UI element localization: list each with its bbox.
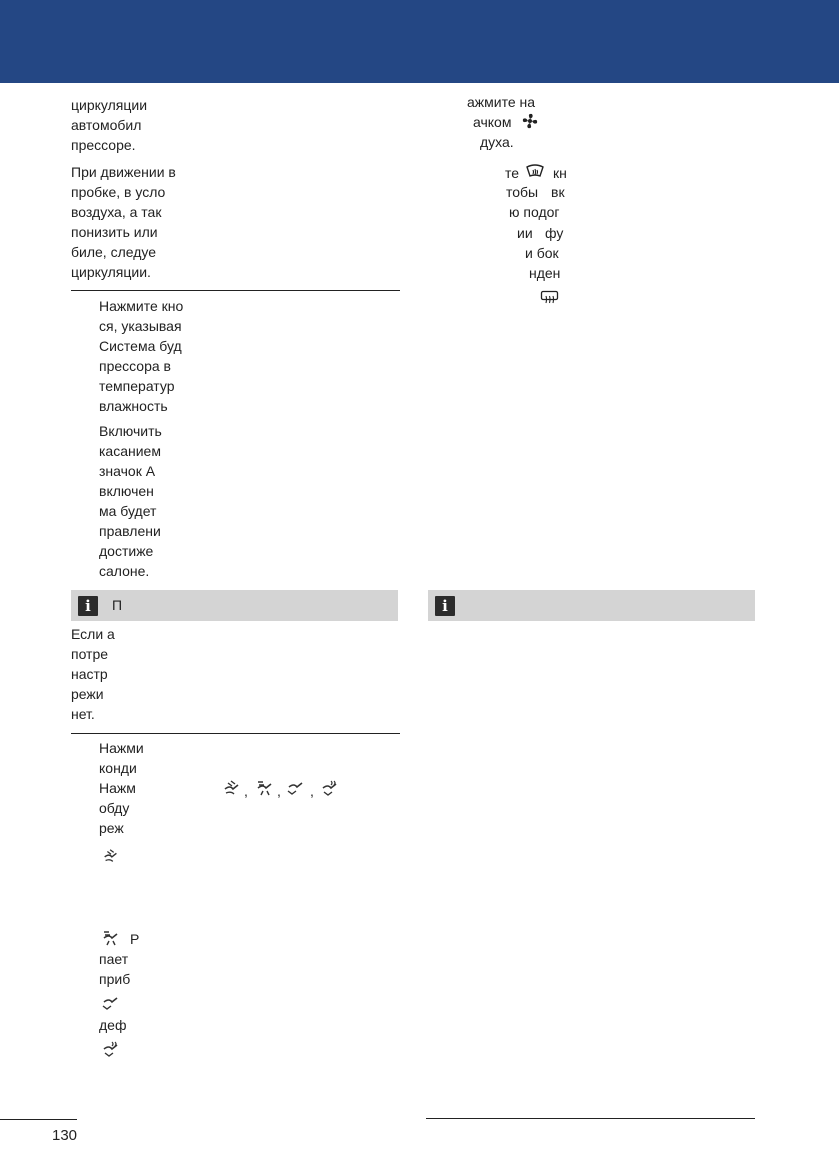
indent1-line6: влажность	[99, 398, 168, 414]
right-para1-line1: ажмите на	[467, 94, 536, 110]
right-para2-line6: нден	[529, 265, 561, 281]
right-para2-line3: ю подог	[509, 204, 560, 220]
right-para2-line5: и бок	[525, 245, 559, 261]
note-body-line1: Если а	[71, 626, 115, 642]
note-body-line3: настр	[71, 666, 108, 682]
section-divider	[71, 290, 400, 291]
indent2-line4: включен	[99, 483, 154, 499]
indent3-line3: Нажм	[99, 780, 136, 796]
indent3-line5: реж	[99, 820, 124, 836]
section-divider-2	[71, 733, 400, 734]
indent3-line4: обду	[99, 800, 130, 816]
airflow-face-icon	[222, 779, 242, 797]
icon-separator-3: ,	[310, 783, 314, 799]
windshield-heat-icon	[525, 163, 545, 181]
rear-window-heat-icon	[540, 290, 559, 305]
left-para1-line1: циркуляции	[71, 97, 148, 113]
right-para2-word3: тобы	[506, 184, 539, 200]
icon-separator-2: ,	[277, 783, 281, 799]
info-icon: i	[435, 596, 455, 616]
airflow-feet-defrost-icon	[101, 1040, 121, 1058]
left-para2-line6: циркуляции.	[71, 264, 151, 280]
indent2-line6: правлени	[99, 523, 161, 539]
note-header-right	[428, 590, 755, 621]
right-para2-word5: ии	[517, 225, 533, 241]
left-para2-line2: пробке, в усло	[71, 184, 166, 200]
indent1-line3: Система буд	[99, 338, 182, 354]
indent2-line1: Включить	[99, 423, 162, 439]
indent1-line5: температур	[99, 378, 175, 394]
right-para1-line3: духа.	[480, 134, 514, 150]
airflow-feet-icon	[100, 994, 122, 1012]
indent3-line1: Нажми	[99, 740, 144, 756]
indent1-line4: прессора в	[99, 358, 171, 374]
right-para2-word2: кн	[553, 165, 567, 181]
left-para1-line2: автомобил	[71, 117, 142, 133]
right-para2-word6: фу	[545, 225, 564, 241]
left-para1-line3: прессоре.	[71, 137, 136, 153]
note-body-line5: нет.	[71, 706, 95, 722]
page-number: 130	[52, 1127, 78, 1144]
mode-item2-line3: приб	[99, 971, 131, 987]
airflow-feet-icon	[286, 779, 306, 797]
info-icon: i	[78, 596, 98, 616]
note-title-left: П	[112, 597, 123, 613]
indent2-line3: значок А	[99, 463, 156, 479]
indent2-line8: салоне.	[99, 563, 150, 579]
indent2-line7: достиже	[99, 543, 154, 559]
indent3-line2: конди	[99, 760, 137, 776]
left-para2-line1: При движении в	[71, 164, 176, 180]
indent1-line2: ся, указывая	[99, 318, 182, 334]
indent2-line5: ма будет	[99, 503, 157, 519]
note-body-line4: режи	[71, 686, 104, 702]
indent1-line1: Нажмите кно	[99, 298, 184, 314]
mode-item2-line2: пает	[99, 951, 129, 967]
note-body-line2: потре	[71, 646, 109, 662]
left-para2-line3: воздуха, а так	[71, 204, 162, 220]
airflow-face-feet-icon	[100, 929, 122, 947]
right-para1-line2: ачком	[473, 114, 512, 130]
page-header-bar	[0, 0, 839, 83]
fan-icon	[521, 112, 539, 130]
icon-separator-1: ,	[244, 783, 248, 799]
airflow-face-icon	[102, 847, 120, 865]
airflow-face-feet-icon	[255, 779, 275, 797]
airflow-feet-defrost-icon	[320, 779, 340, 797]
mode-item2-line1: Р	[130, 931, 140, 947]
footer-rule-right	[426, 1118, 755, 1119]
left-para2-line4: понизить или	[71, 224, 158, 240]
right-para2-word4: вк	[551, 184, 565, 200]
indent2-line2: касанием	[99, 443, 161, 459]
right-para2-word1: те	[505, 165, 520, 181]
left-para2-line5: биле, следуе	[71, 244, 157, 260]
mode-item3-line2: деф	[99, 1017, 127, 1033]
footer-rule-left	[0, 1119, 77, 1120]
